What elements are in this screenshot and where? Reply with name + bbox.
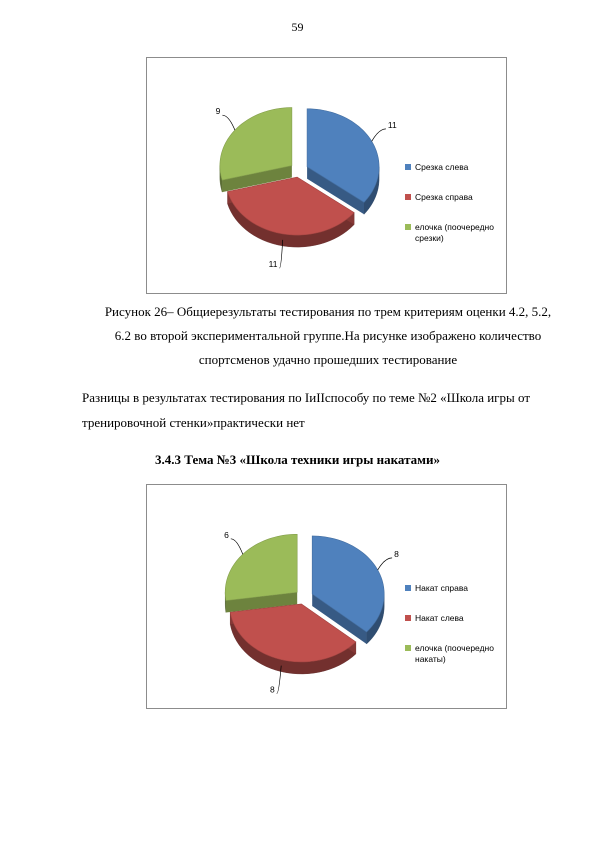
- data-label-2-1: 8: [394, 548, 399, 559]
- legend-label-1-1: Срезка слева: [415, 162, 469, 172]
- legend-swatch-1-2: [405, 194, 411, 200]
- legend-label-1-3: елочка (поочередно срезки): [415, 222, 494, 243]
- pie-chart-1-svg: [147, 58, 506, 293]
- data-label-2-2: 8: [269, 684, 275, 695]
- pie-chart-figure-26: [146, 57, 507, 294]
- figure-caption: [78, 300, 578, 372]
- legend-swatch-2-2: [405, 615, 411, 621]
- legend-swatch-1-1: [405, 164, 411, 170]
- pie-slice-2-3: [225, 534, 297, 612]
- data-label-1-2: 11: [268, 259, 278, 270]
- pie-slice-1-3: [220, 108, 292, 193]
- leader-line-1-1: [372, 129, 386, 141]
- data-label-2-3: 6: [224, 529, 229, 540]
- data-label-1-3: 9: [215, 106, 221, 117]
- page-number: 59: [291, 20, 304, 34]
- pie-chart-2-svg: [147, 485, 506, 708]
- data-label-1-1: 11: [387, 119, 397, 130]
- leader-line-1-3: [222, 115, 235, 130]
- paragraph-line-2: тренировочной стенки»практически нет: [82, 415, 305, 430]
- legend-label-2-1: Накат справа: [415, 583, 469, 593]
- leader-line-2-3: [231, 539, 243, 555]
- caption-line-3: спортсменов удачно прошедших тестирование: [198, 352, 458, 367]
- legend-swatch-2-3: [405, 645, 411, 651]
- pie-chart-topic-3: [146, 484, 507, 709]
- caption-line-2: 6.2 во второй экспериментальной группе.На рисунке изображено количество: [114, 328, 542, 343]
- body-paragraph: [82, 385, 582, 435]
- section-heading: 3.4.3 Тема №3 «Школа техники игры накатами»: [155, 452, 440, 467]
- paragraph-line-1: Разницы в результатах тестирования по ІиІІспособу по теме №2 «Школа игры от: [82, 390, 531, 405]
- legend-label-2-2: Накат слева: [415, 613, 464, 623]
- legend-swatch-2-1: [405, 585, 411, 591]
- leader-line-2-1: [378, 558, 392, 570]
- legend-label-2-3: елочка (поочередно накаты): [415, 643, 494, 664]
- caption-line-1: Рисунок 26– Общиерезультаты тестирования по трем критериям оценки 4.2, 5.2,: [104, 304, 552, 319]
- legend-swatch-1-3: [405, 224, 411, 230]
- legend-label-1-2: Срезка справа: [415, 192, 473, 202]
